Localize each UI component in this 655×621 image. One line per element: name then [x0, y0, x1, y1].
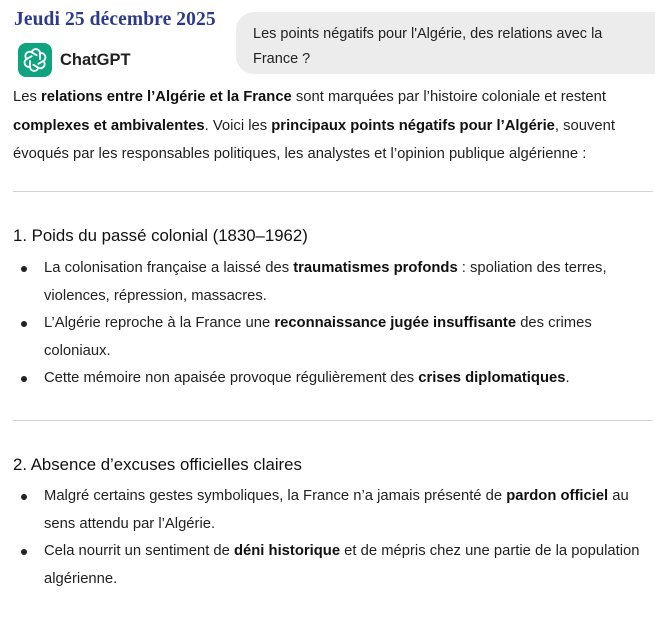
section-title-1: 1. Poids du passé colonial (1830–1962) [13, 226, 308, 245]
bold-text: complexes et ambivalentes [13, 117, 205, 134]
assistant-intro-paragraph [13, 83, 645, 169]
bold-text: reconnaissance jugée insuffisante [274, 315, 517, 331]
text-run: . [565, 370, 570, 386]
text-run: , souvent évoqués par les responsables politiques, les analystes et l’opinion publique algérienne : [13, 117, 615, 162]
text-run: Cette mémoire non apaisée provoque régulièrement des [44, 370, 419, 386]
list-item [0, 483, 655, 538]
list-item [0, 538, 655, 593]
text-run: . Voici les [204, 117, 272, 134]
openai-logo-icon [18, 43, 52, 77]
chatgpt-brand [18, 43, 131, 77]
user-message-bubble: Les points négatifs pour l'Algérie, des relations avec la France ? [236, 12, 655, 74]
list-item [0, 255, 655, 310]
list-item [0, 310, 655, 365]
text-run: L’Algérie reproche à la France une [44, 315, 275, 331]
divider [13, 420, 653, 421]
date-heading: Jeudi 25 décembre 2025 [14, 9, 216, 30]
text-run: La colonisation française a laissé des [44, 260, 294, 276]
section-2-bullets [0, 483, 655, 593]
text-run: Les [13, 89, 41, 105]
text-run: au sens attendu par l’Algérie. [44, 488, 629, 532]
list-item [0, 365, 655, 393]
bold-text: crises diplomatiques [418, 370, 566, 386]
section-title-2: 2. Absence d’excuses officielles claires [13, 455, 302, 474]
text-run: et de mépris chez une partie de la population algérienne. [44, 543, 640, 587]
text-run: des crimes coloniaux. [44, 315, 592, 359]
divider [13, 191, 653, 192]
text-run: : spoliation des terres, violences, répression, massacres. [44, 260, 607, 304]
bold-text: pardon officiel [506, 488, 609, 504]
app-name: ChatGPT [60, 50, 131, 69]
text-run: Malgré certains gestes symboliques, la France n’a jamais présenté de [44, 488, 507, 504]
bold-text: traumatismes profonds [293, 260, 458, 276]
section-1-bullets [0, 255, 655, 393]
bold-text: relations entre l’Algérie et la France [40, 89, 292, 105]
text-run: Cela nourrit un sentiment de [44, 543, 234, 559]
bold-text: principaux points négatifs pour l’Algérie [271, 117, 555, 134]
text-run: sont marquées par l’histoire coloniale et restent [291, 89, 606, 105]
bold-text: déni historique [234, 543, 341, 559]
